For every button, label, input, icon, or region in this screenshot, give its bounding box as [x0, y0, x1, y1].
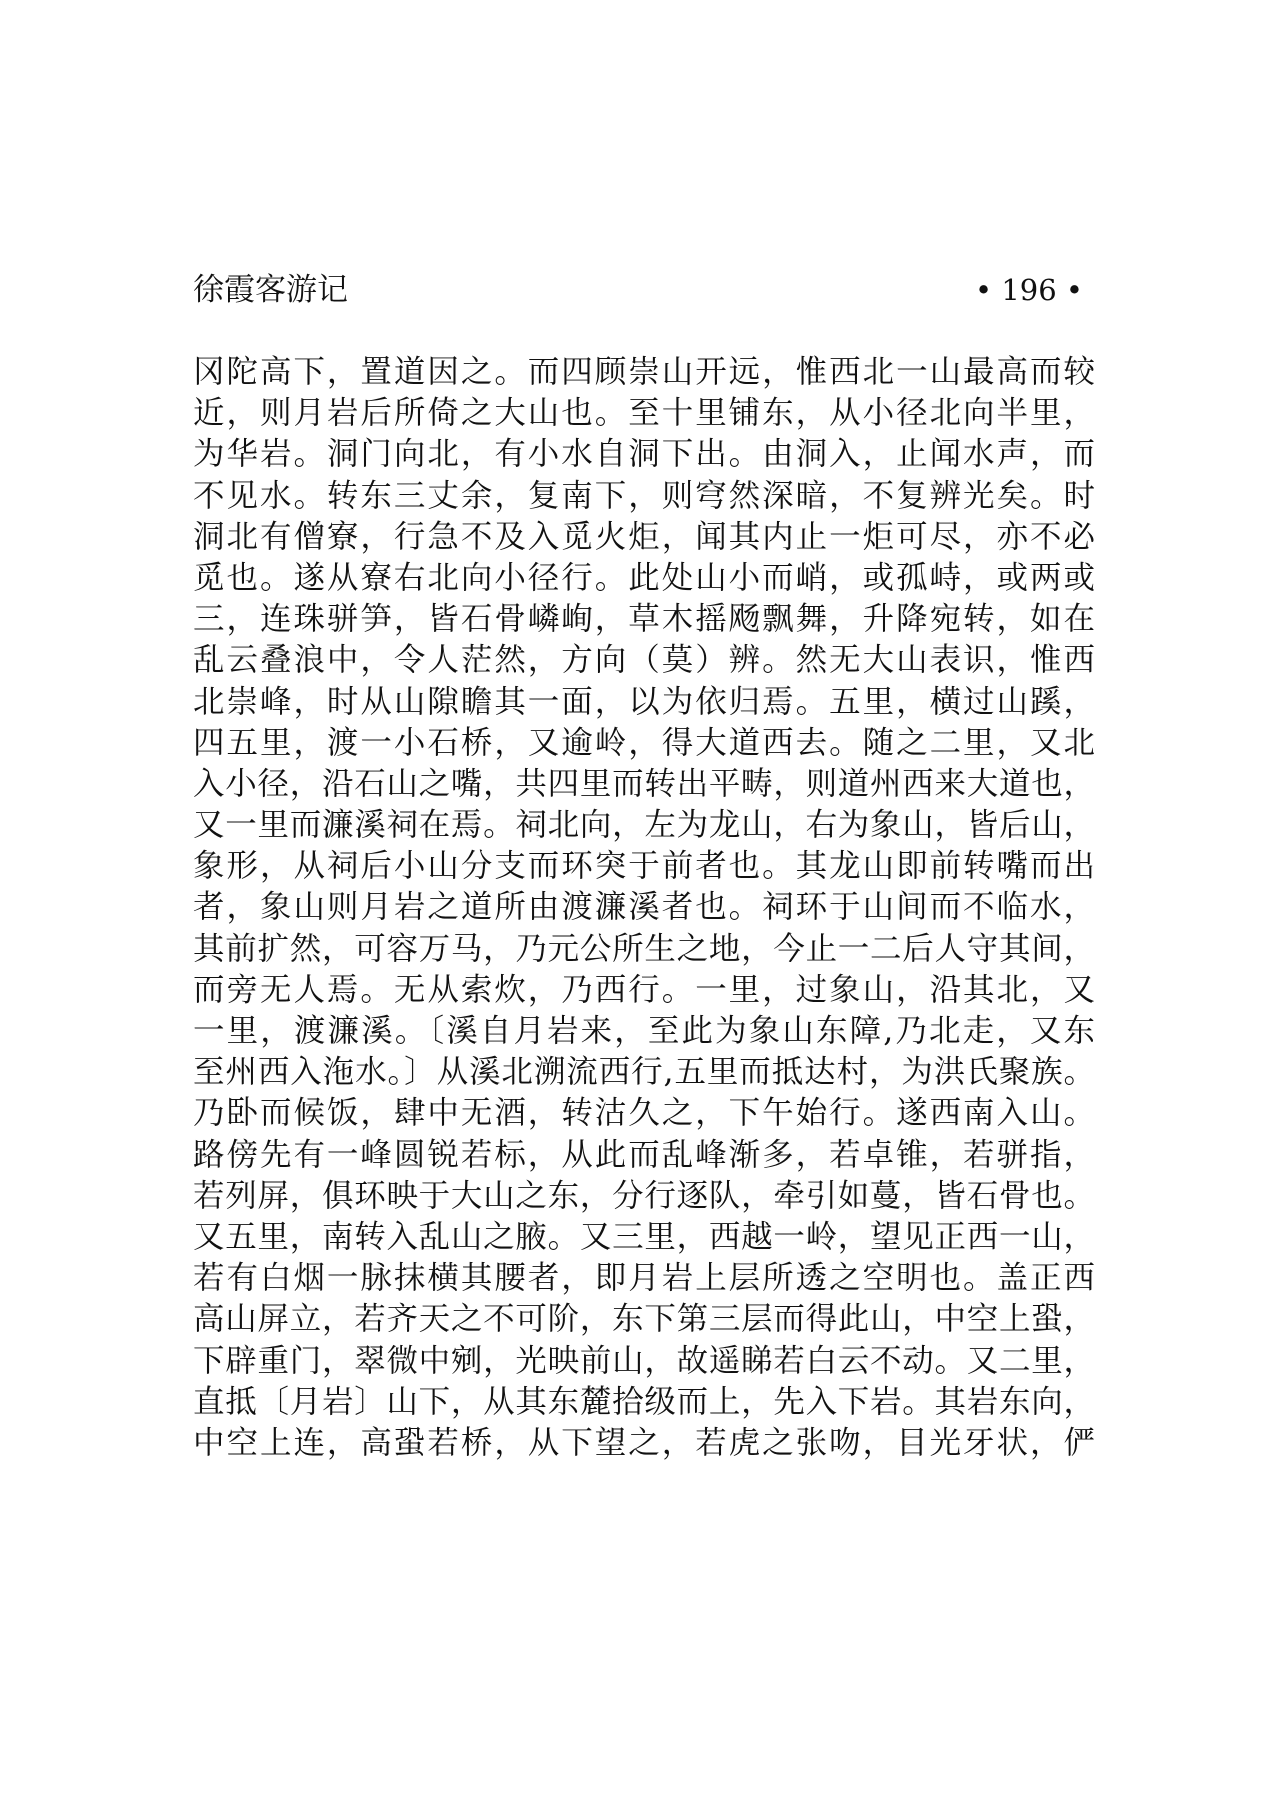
text-line: 觅也。遂从寮右北向小径行。此处山小而峭，或孤峙，或两或	[193, 559, 1095, 596]
body-text	[193, 352, 1095, 1464]
text-line: 下辟重门，翠微中剜，光映前山，故遥睇若白云不动。又二里，	[193, 1342, 1095, 1379]
text-line: 一里，渡濂溪。〔溪自月岩来，至此为象山东障,乃北走，又东	[193, 1013, 1095, 1049]
text-line: 直抵〔月岩〕山下，从其东麓拾级而上，先入下岩。其岩东向，	[193, 1383, 1095, 1420]
text-line: 不见水。转东三丈余，复南下，则穹然深暗，不复辨光矣。时	[193, 477, 1095, 514]
text-line: 路傍先有一峰圆锐若标，从此而乱峰渐多，若卓锥，若骈指，	[193, 1136, 1095, 1173]
text-line: 而旁无人焉。无从索炊，乃西行。一里，过象山，沿其北，又	[193, 971, 1095, 1008]
text-line: 近，则月岩后所倚之大山也。至十里铺东，从小径北向半里，	[193, 395, 1095, 432]
text-line: 三，连珠骈笋，皆石骨嶙峋，草木摇飏飘舞，升降宛转，如在	[193, 601, 1095, 638]
text-line: 者，象山则月岩之道所由渡濂溪者也。祠环于山间而不临水，	[193, 889, 1095, 926]
text-line: 四五里，渡一小石桥，又逾岭，得大道西去。随之二里，又北	[193, 724, 1095, 761]
text-line: 冈陀高下，置道因之。而四顾崇山开远，惟西北一山最高而较	[193, 354, 1095, 390]
page-number: • 196 •	[975, 273, 1083, 307]
text-line: 若列屏，俱环映于大山之东，分行逐队，牵引如蔓，皆石骨也。	[193, 1177, 1095, 1214]
text-line: 北崇峰，时从山隙瞻其一面，以为依归焉。五里，横过山蹊，	[193, 683, 1095, 720]
text-line: 洞北有僧寮，行急不及入觅火炬，闻其内止一炬可尽，亦不必	[193, 518, 1095, 555]
text-line: 中空上连，高蛩若桥，从下望之，若虎之张吻，目光牙状，俨	[193, 1424, 1095, 1461]
text-line: 入小径，沿石山之嘴，共四里而转出平畴，则道州西来大道也，	[193, 765, 1095, 802]
text-line: 为华岩。洞门向北，有小水自洞下出。由洞入，止闻水声，而	[193, 436, 1095, 473]
text-line: 其前扩然，可容万马，乃元公所生之地，今止一二后人守其间，	[193, 930, 1095, 967]
text-line: 乱云叠浪中，令人茫然，方向（莫）辨。然无大山表识，惟西	[193, 642, 1095, 679]
text-line: 高山屏立，若齐天之不可阶，东下第三层而得此山，中空上蛩，	[193, 1301, 1095, 1338]
text-line: 又五里，南转入乱山之腋。又三里，西越一岭，望见正西一山，	[193, 1218, 1095, 1255]
running-header	[193, 262, 1083, 312]
text-line: 乃卧而候饭，肆中无酒，转沽久之，下午始行。遂西南入山。	[193, 1095, 1095, 1132]
text-line: 象形，从祠后小山分支而环突于前者也。其龙山即前转嘴而出	[193, 848, 1095, 885]
text-line: 若有白烟一脉抹横其腰者，即月岩上层所透之空明也。盖正西	[193, 1260, 1095, 1297]
book-title: 徐霞客游记	[193, 272, 348, 308]
text-line: 又一里而濂溪祠在焉。祠北向，左为龙山，右为象山，皆后山，	[193, 807, 1095, 844]
text-line: 至州西入沲水。〕从溪北溯流西行,五里而抵达村，为洪氏聚族。	[193, 1054, 1095, 1091]
